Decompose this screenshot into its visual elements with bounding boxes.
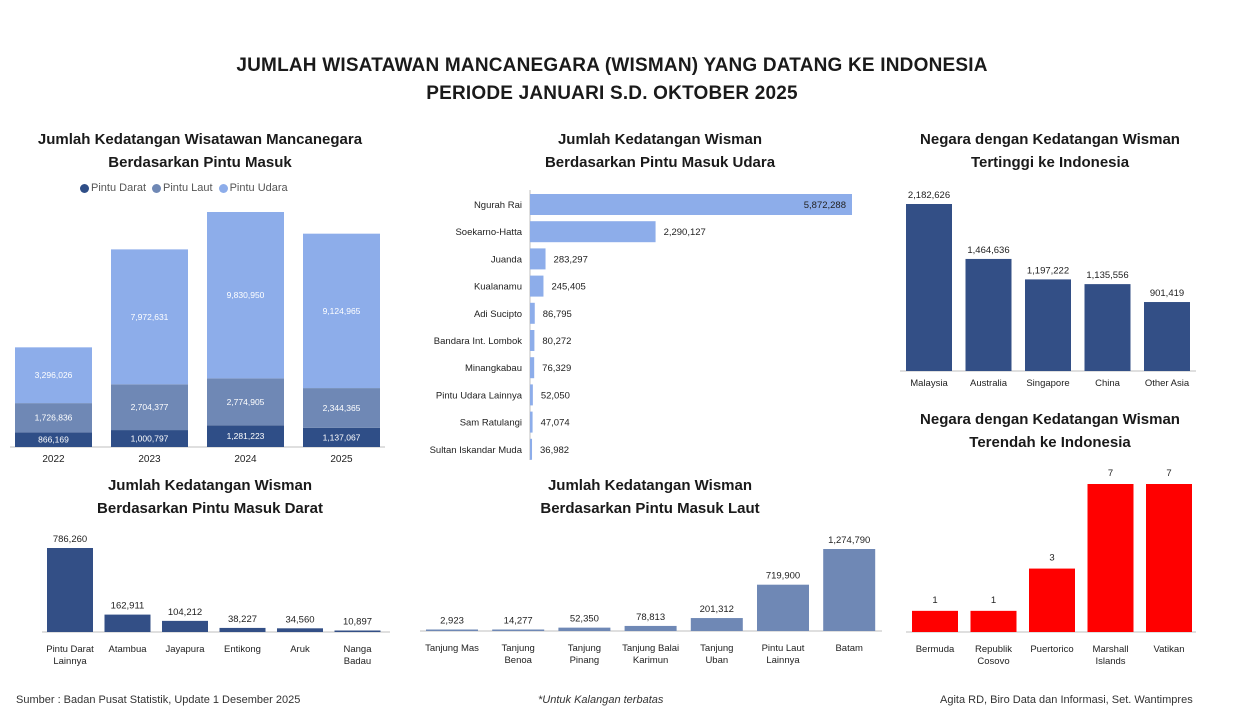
entry-gate-value-2023-0: 1,000,797 <box>130 433 169 444</box>
land-gate-tick-5-line1: Nanga <box>343 644 372 655</box>
entry-gate-tick-2025: 2025 <box>330 454 353 465</box>
sea-gate-tick-6-line1: Batam <box>835 643 863 654</box>
page-title-line1: JUMLAH WISATAWAN MANCANEGARA (WISMAN) YANG DATANG KE INDONESIA <box>236 55 988 76</box>
entry-gate-tick-2023: 2023 <box>138 454 161 465</box>
land-gate-tick-1-line1: Atambua <box>108 644 147 655</box>
air-gate-tick-3: Kualanamu <box>473 281 522 293</box>
land-gate-bar-2 <box>162 621 208 632</box>
air-gate-value-5: 80,272 <box>542 336 572 347</box>
top-countries-bar-2 <box>1025 279 1071 371</box>
footer-note: *Untuk Kalangan terbatas <box>538 694 664 706</box>
entry-gate-value-2025-1: 2,344,365 <box>322 402 361 413</box>
sea-gate-value-4: 201,312 <box>699 604 734 616</box>
land-gate-tick-2-line1: Jayapura <box>165 644 205 655</box>
entry-gate-value-2024-1: 2,774,905 <box>226 396 265 407</box>
land-gate-tick-3-line1: Entikong <box>224 644 261 655</box>
top-countries-title-line2: Tertinggi ke Indonesia <box>970 154 1130 171</box>
air-gate-tick-2: Juanda <box>490 254 522 266</box>
air-gate-bar-2 <box>530 248 546 269</box>
land-gate-bar-1 <box>105 615 151 632</box>
footer-source: Sumber : Badan Pusat Statistik, Update 1 Desember 2025 <box>16 694 301 706</box>
air-gate-value-1: 2,290,127 <box>663 227 706 239</box>
lowest-countries-value-0: 1 <box>932 594 938 606</box>
air-gate-value-8: 47,074 <box>540 417 570 429</box>
sea-gate-value-1: 14,277 <box>503 615 533 627</box>
lowest-countries-tick-0-line1: Bermuda <box>915 644 955 655</box>
land-gate-bar-5 <box>335 631 381 633</box>
lowest-countries-bar-2 <box>1029 569 1075 632</box>
air-gate-tick-6: Minangkabau <box>464 363 522 375</box>
legend-label-laut: Pintu Laut <box>163 182 213 194</box>
top-countries-title-line1: Negara dengan Kedatangan Wisman <box>920 131 1180 148</box>
page-title-line2: PERIODE JANUARI S.D. OKTOBER 2025 <box>426 83 798 104</box>
sea-gate-tick-2-line2: Pinang <box>569 655 600 666</box>
sea-gate-bar-1 <box>492 630 544 632</box>
sea-gate-bar-4 <box>691 618 743 631</box>
entry-gate-value-2022-2: 3,296,026 <box>34 370 73 381</box>
air-gate-tick-8: Sam Ratulangi <box>459 417 522 429</box>
land-gate-title-line1: Jumlah Kedatangan Wisman <box>107 477 313 494</box>
land-gate-value-0: 786,260 <box>52 534 88 545</box>
air-gate-bar-6 <box>530 357 534 378</box>
sea-gate-tick-1-line1: Tanjung <box>501 643 535 654</box>
entry-gate-value-2023-2: 7,972,631 <box>130 311 169 322</box>
legend-label-darat: Pintu Darat <box>91 182 147 194</box>
land-gate-tick-0-line1: Pintu Darat <box>46 644 94 655</box>
land-gate-bar-3 <box>220 628 266 632</box>
top-countries-tick-3: China <box>1095 378 1120 389</box>
lowest-countries-tick-3-line2: Islands <box>1095 656 1126 667</box>
entry-gate-title-line2: Berdasarkan Pintu Masuk <box>108 154 292 171</box>
air-gate-tick-5: Bandara Int. Lombok <box>433 336 522 347</box>
air-gate-value-4: 86,795 <box>542 308 572 320</box>
lowest-countries-value-3: 7 <box>1107 468 1114 479</box>
legend-label-udara: Pintu Udara <box>229 182 288 194</box>
sea-gate-value-6: 1,274,790 <box>828 535 871 546</box>
sea-gate-value-2: 52,350 <box>569 613 599 625</box>
sea-gate-tick-0-line1: Tanjung Mas <box>425 643 479 654</box>
land-gate-bar-0 <box>47 548 93 632</box>
lowest-countries-title-line2: Terendah ke Indonesia <box>969 434 1131 451</box>
entry-gate-value-2023-1: 2,704,377 <box>130 402 169 413</box>
top-countries-bar-1 <box>966 259 1012 371</box>
lowest-countries-bar-4 <box>1146 484 1192 632</box>
top-countries-value-1: 1,464,636 <box>967 244 1010 256</box>
land-gate-title-line2: Berdasarkan Pintu Masuk Darat <box>97 500 323 517</box>
entry-gate-value-2024-0: 1,281,223 <box>226 431 265 442</box>
land-gate-tick-0-line2: Lainnya <box>53 656 87 667</box>
sea-gate-bar-0 <box>426 630 478 632</box>
land-gate-value-3: 38,227 <box>227 613 258 625</box>
air-gate-tick-7: Pintu Udara Lainnya <box>435 390 522 402</box>
top-countries-tick-4: Other Asia <box>1144 378 1190 389</box>
sea-gate-tick-3-line2: Karimun <box>632 655 669 666</box>
air-gate-bar-4 <box>530 303 535 324</box>
top-countries-value-2: 1,197,222 <box>1026 265 1070 277</box>
top-countries-value-4: 901,419 <box>1149 288 1185 300</box>
entry-gate-value-2025-2: 9,124,965 <box>322 305 361 316</box>
air-gate-bar-8 <box>530 412 533 433</box>
sea-gate-value-3: 78,813 <box>636 611 666 623</box>
lowest-countries-bar-1 <box>971 611 1017 632</box>
land-gate-value-4: 34,560 <box>285 614 315 626</box>
air-gate-tick-9: Sultan Iskandar Muda <box>429 444 522 456</box>
sea-gate-title-line1: Jumlah Kedatangan Wisman <box>547 477 753 494</box>
top-countries-tick-2: Singapore <box>1026 378 1070 389</box>
lowest-countries-tick-4-line1: Vatikan <box>1153 644 1185 655</box>
entry-gate-value-2025-0: 1,137,067 <box>322 432 361 443</box>
lowest-countries-tick-1-line1: Republik <box>975 644 1012 655</box>
top-countries-value-0: 2,182,626 <box>907 190 951 201</box>
lowest-countries-value-2: 3 <box>1049 552 1055 564</box>
sea-gate-value-0: 2,923 <box>440 615 464 627</box>
land-gate-bar-4 <box>277 628 323 632</box>
air-gate-title-line1: Jumlah Kedatangan Wisman <box>557 131 763 148</box>
top-countries-bar-3 <box>1085 284 1131 371</box>
land-gate-value-5: 10,897 <box>342 616 373 628</box>
air-gate-bar-7 <box>530 384 533 405</box>
sea-gate-tick-5-line2: Lainnya <box>766 655 800 666</box>
air-gate-bar-9 <box>530 439 532 460</box>
sea-gate-tick-1-line2: Benoa <box>504 655 532 666</box>
sea-gate-bar-2 <box>558 628 610 631</box>
top-countries-tick-0: Malaysia <box>910 378 948 389</box>
top-countries-bar-4 <box>1144 302 1190 371</box>
sea-gate-tick-5-line1: Pintu Laut <box>761 643 805 654</box>
lowest-countries-tick-3-line1: Marshall <box>1092 644 1129 655</box>
entry-gate-value-2024-2: 9,830,950 <box>226 290 265 301</box>
lowest-countries-bar-0 <box>912 611 958 632</box>
footer-author: Agita RD, Biro Data dan Informasi, Set. Wantimpres <box>940 694 1193 706</box>
air-gate-value-6: 76,329 <box>542 363 572 375</box>
sea-gate-bar-6 <box>823 549 875 631</box>
air-gate-value-9: 36,982 <box>540 444 570 456</box>
sea-gate-tick-2-line1: Tanjung <box>567 643 602 654</box>
sea-gate-title-line2: Berdasarkan Pintu Masuk Laut <box>540 500 760 517</box>
entry-gate-tick-2024: 2024 <box>234 454 257 465</box>
land-gate-value-1: 162,911 <box>110 600 145 612</box>
sea-gate-tick-4-line2: Uban <box>705 655 729 666</box>
air-gate-bar-5 <box>530 330 534 351</box>
lowest-countries-value-1: 1 <box>990 594 997 606</box>
entry-gate-value-2022-1: 1,726,836 <box>34 412 73 423</box>
sea-gate-value-5: 719,900 <box>765 570 801 582</box>
sea-gate-tick-3-line1: Tanjung Balai <box>622 643 680 654</box>
air-gate-tick-0: Ngurah Rai <box>473 200 522 211</box>
air-gate-title-line2: Berdasarkan Pintu Masuk Udara <box>544 154 776 171</box>
top-countries-bar-0 <box>906 204 952 371</box>
land-gate-tick-4-line1: Aruk <box>290 644 310 655</box>
entry-gate-value-2022-0: 866,169 <box>38 434 69 445</box>
lowest-countries-title-line1: Negara dengan Kedatangan Wisman <box>920 411 1180 428</box>
air-gate-tick-4: Adi Sucipto <box>473 308 522 320</box>
entry-gate-tick-2022: 2022 <box>42 454 65 465</box>
air-gate-bar-1 <box>530 221 656 242</box>
sea-gate-tick-4-line1: Tanjung <box>700 643 734 654</box>
sea-gate-bar-5 <box>757 585 809 631</box>
top-countries-tick-1: Australia <box>970 378 1007 389</box>
air-gate-value-2: 283,297 <box>553 254 588 266</box>
air-gate-value-7: 52,050 <box>540 390 570 402</box>
lowest-countries-tick-1-line2: Cosovo <box>977 656 1010 667</box>
air-gate-bar-3 <box>530 276 543 297</box>
air-gate-value-0: 5,872,288 <box>803 200 846 211</box>
lowest-countries-bar-3 <box>1088 484 1134 632</box>
lowest-countries-value-4: 7 <box>1166 468 1172 479</box>
land-gate-value-2: 104,212 <box>167 606 203 618</box>
top-countries-value-3: 1,135,556 <box>1086 270 1129 282</box>
land-gate-tick-5-line2: Badau <box>343 656 372 667</box>
lowest-countries-tick-2-line1: Puertorico <box>1030 644 1074 655</box>
entry-gate-title-line1: Jumlah Kedatangan Wisatawan Mancanegara <box>37 131 363 148</box>
air-gate-tick-1: Soekarno-Hatta <box>455 227 522 239</box>
sea-gate-bar-3 <box>625 626 677 631</box>
air-gate-value-3: 245,405 <box>551 281 586 293</box>
